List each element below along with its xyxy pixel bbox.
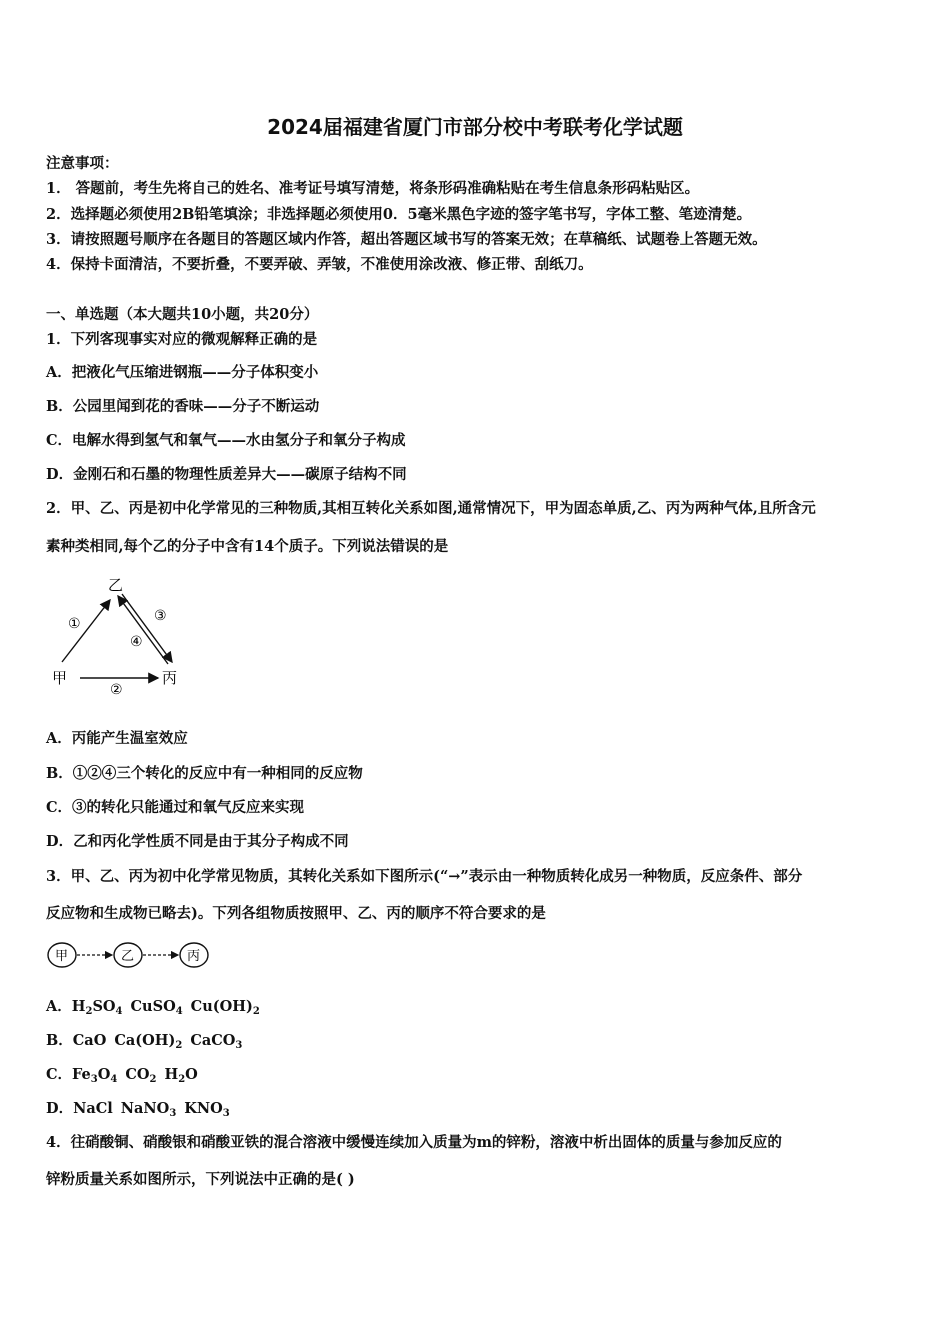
label-4: ④ [130,634,143,650]
arrow-4 [118,596,168,664]
question-2-stem-line2: 素种类相同,每个乙的分子中含有14个质子。下列说法错误的是 [46,538,449,555]
node-bing: 丙 [162,669,178,687]
page-title: 2024届福建省厦门市部分校中考联考化学试题 [267,115,683,139]
node-jia: 甲 [52,669,68,687]
question-4-stem-line2: 锌粉质量关系如图所示，下列说法中正确的是( ) [46,1171,355,1188]
label-2: ② [110,682,123,695]
question-3-stem-line1: 3．甲、乙、丙为初中化学常见物质，其转化关系如下图所示(“→”表示由一种物质转化成另一种物质，反应条件、部分 [46,868,803,885]
notice-item: 1． 答题前，考生先将自己的姓名、准考证号填写清楚，将条形码准确粘贴在考生信息条形码粘贴区。 [46,180,700,197]
chain-label-bing: 丙 [187,949,201,964]
question-1-option-c: C．电解水得到氢气和氧气——水由氢分子和氧分子构成 [46,432,406,449]
question-3-stem-line2: 反应物和生成物已略去)。下列各组物质按照甲、乙、丙的顺序不符合要求的是 [46,905,546,922]
notice-item: 4．保持卡面清洁，不要折叠，不要弄破、弄皱，不准使用涂改液、修正带、刮纸刀。 [46,256,593,273]
chain-label-jia: 甲 [55,949,69,964]
question-3-option-d: D．NaCl NaNO$_3$ $KNO_3$ [46,1100,230,1119]
node-yi: 乙 [108,576,124,594]
question-2-option-c: C．③的转化只能通过和氧气反应来实现 [46,799,305,816]
question-1-option-b: B．公园里闻到花的香味——分子不断运动 [46,398,320,415]
label-1: ① [68,616,81,632]
question-2-option-a: A．丙能产生温室效应 [46,730,188,747]
arrow-3 [122,594,172,662]
question-4-stem-line1: 4．往硝酸铜、硝酸银和硝酸亚铁的混合溶液中缓慢连续加入质量为m的锌粉，溶液中析出固体的质量与参加反应的 [46,1134,782,1151]
notice-item: 3．请按照题号顺序在各题目的答题区域内作答，超出答题区域书写的答案无效；在草稿纸、试题卷上答题无效。 [46,231,767,248]
section-heading: 一、单选题（本大题共10小题，共20分） [46,306,319,323]
chain-label-yi: 乙 [121,949,135,964]
question-1-option-d: D．金刚石和石墨的物理性质差异大——碳原子结构不同 [46,466,407,483]
question-1-option-a: A．把液化气压缩进钢瓶——分子体积变小 [46,364,319,381]
question-2-option-d: D．乙和丙化学性质不同是由于其分子构成不同 [46,833,349,850]
question-3-option-b: B．CaO $Ca(OH)_2$ CaCO$_3$ [46,1032,243,1051]
notice-heading: 注意事项： [46,155,119,172]
question-2-option-b: B．①②④三个转化的反应中有一种相同的反应物 [46,765,363,782]
notice-item: 2．选择题必须使用2B铅笔填涂；非选择题必须使用0．5毫米黑色字迹的签字笔书写，字体工整、笔迹清楚。 [46,206,752,223]
question-3-option-c: C．$Fe_3O_4$ $CO_2$ $H_2O$ [46,1066,198,1085]
question-3-chain-diagram [44,938,214,972]
question-3-option-a: A．$H_2SO_4$ CuSO$_4$ $Cu(OH)_2$ [46,998,260,1017]
question-2-transformation-diagram [40,570,200,695]
label-3: ③ [154,608,167,624]
question-1-stem: 1．下列客现事实对应的微观解释正确的是 [46,331,318,348]
question-2-stem-line1: 2．甲、乙、丙是初中化学常见的三种物质,其相互转化关系如图,通常情况下，甲为固态单质,乙、丙为两种气体,且所含元 [46,500,816,517]
